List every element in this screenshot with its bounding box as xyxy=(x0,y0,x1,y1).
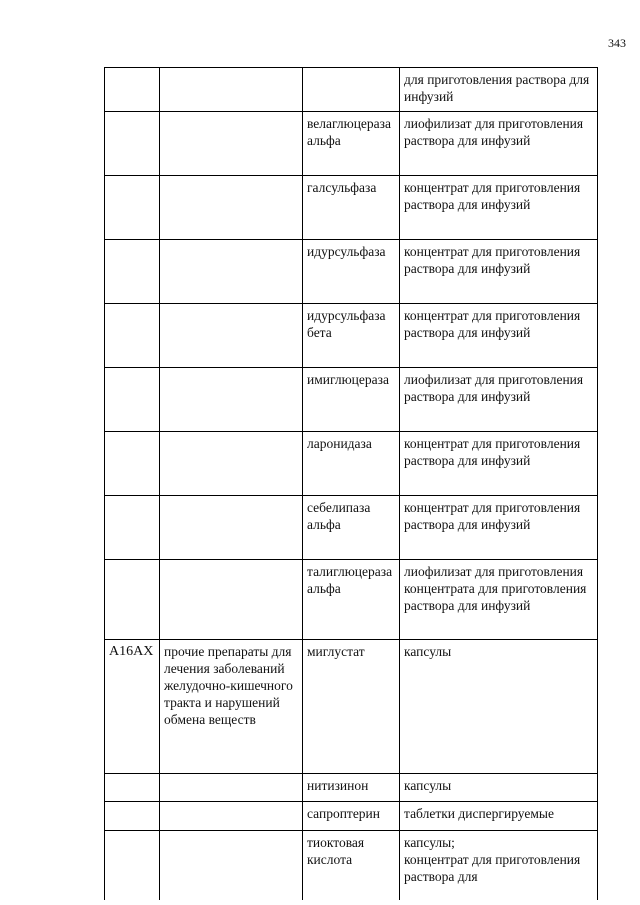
page-number: 343 xyxy=(608,36,626,50)
form-cell: концентрат для приготовления раствора для инфузий xyxy=(400,432,598,496)
code-cell xyxy=(105,176,160,240)
drug-cell: идурсульфаза xyxy=(303,240,400,304)
drug-cell: галсульфаза xyxy=(303,176,400,240)
code-cell xyxy=(105,802,160,831)
form-cell: концентрат для приготовления раствора для инфузий xyxy=(400,304,598,368)
code-cell xyxy=(105,432,160,496)
code-cell: A16AX xyxy=(105,640,160,774)
code-cell xyxy=(105,68,160,112)
table-row xyxy=(105,640,598,774)
table-row xyxy=(105,112,598,176)
form-cell: концентрат для приготовления раствора для инфузий xyxy=(400,176,598,240)
drug-cell: сапроптерин xyxy=(303,802,400,831)
group-cell xyxy=(160,304,303,368)
drug-table xyxy=(104,67,598,901)
drug-cell: велаглюцераза альфа xyxy=(303,112,400,176)
group-cell xyxy=(160,774,303,802)
form-cell: капсулы xyxy=(400,640,598,774)
table-row xyxy=(105,496,598,560)
form-cell: капсулы xyxy=(400,774,598,802)
page-bottom-edge xyxy=(0,900,640,905)
drug-cell: себелипаза альфа xyxy=(303,496,400,560)
group-cell xyxy=(160,68,303,112)
form-cell: таблетки диспергируемые xyxy=(400,802,598,831)
table-row xyxy=(105,774,598,802)
code-cell xyxy=(105,774,160,802)
table-row xyxy=(105,802,598,831)
drug-cell xyxy=(303,68,400,112)
form-cell: для приготовления раствора для инфузий xyxy=(400,68,598,112)
table-row xyxy=(105,368,598,432)
group-cell xyxy=(160,176,303,240)
form-cell: концентрат для приготовления раствора для инфузий xyxy=(400,240,598,304)
form-cell: лиофилизат для приготовления концентрата для приготовления раствора для инфузий xyxy=(400,560,598,640)
code-cell xyxy=(105,112,160,176)
group-cell xyxy=(160,112,303,176)
code-cell xyxy=(105,368,160,432)
code-cell xyxy=(105,496,160,560)
group-cell xyxy=(160,496,303,560)
group-cell xyxy=(160,240,303,304)
drug-cell: имиглюцераза xyxy=(303,368,400,432)
group-cell xyxy=(160,368,303,432)
table-row xyxy=(105,432,598,496)
group-cell xyxy=(160,432,303,496)
table-row xyxy=(105,176,598,240)
form-cell: лиофилизат для приготовления раствора для инфузий xyxy=(400,112,598,176)
drug-cell: миглустат xyxy=(303,640,400,774)
code-cell xyxy=(105,240,160,304)
group-cell: прочие препараты для лечения заболеваний желудочно-кишечного тракта и нарушений обмена веществ xyxy=(160,640,303,774)
group-cell xyxy=(160,560,303,640)
table-row xyxy=(105,240,598,304)
form-cell: концентрат для приготовления раствора для инфузий xyxy=(400,496,598,560)
table-row xyxy=(105,68,598,112)
table-row xyxy=(105,831,598,901)
group-cell xyxy=(160,802,303,831)
form-cell: капсулы; концентрат для приготовления раствора для xyxy=(400,831,598,901)
form-cell: лиофилизат для приготовления раствора для инфузий xyxy=(400,368,598,432)
drug-cell: тиоктовая кислота xyxy=(303,831,400,901)
table-row xyxy=(105,304,598,368)
code-cell xyxy=(105,304,160,368)
code-cell xyxy=(105,831,160,901)
drug-cell: нитизинон xyxy=(303,774,400,802)
table-row xyxy=(105,560,598,640)
drug-cell: талиглюцераза альфа xyxy=(303,560,400,640)
code-cell xyxy=(105,560,160,640)
group-cell xyxy=(160,831,303,901)
table-body xyxy=(105,68,598,901)
drug-cell: идурсульфаза бета xyxy=(303,304,400,368)
drug-cell: ларонидаза xyxy=(303,432,400,496)
